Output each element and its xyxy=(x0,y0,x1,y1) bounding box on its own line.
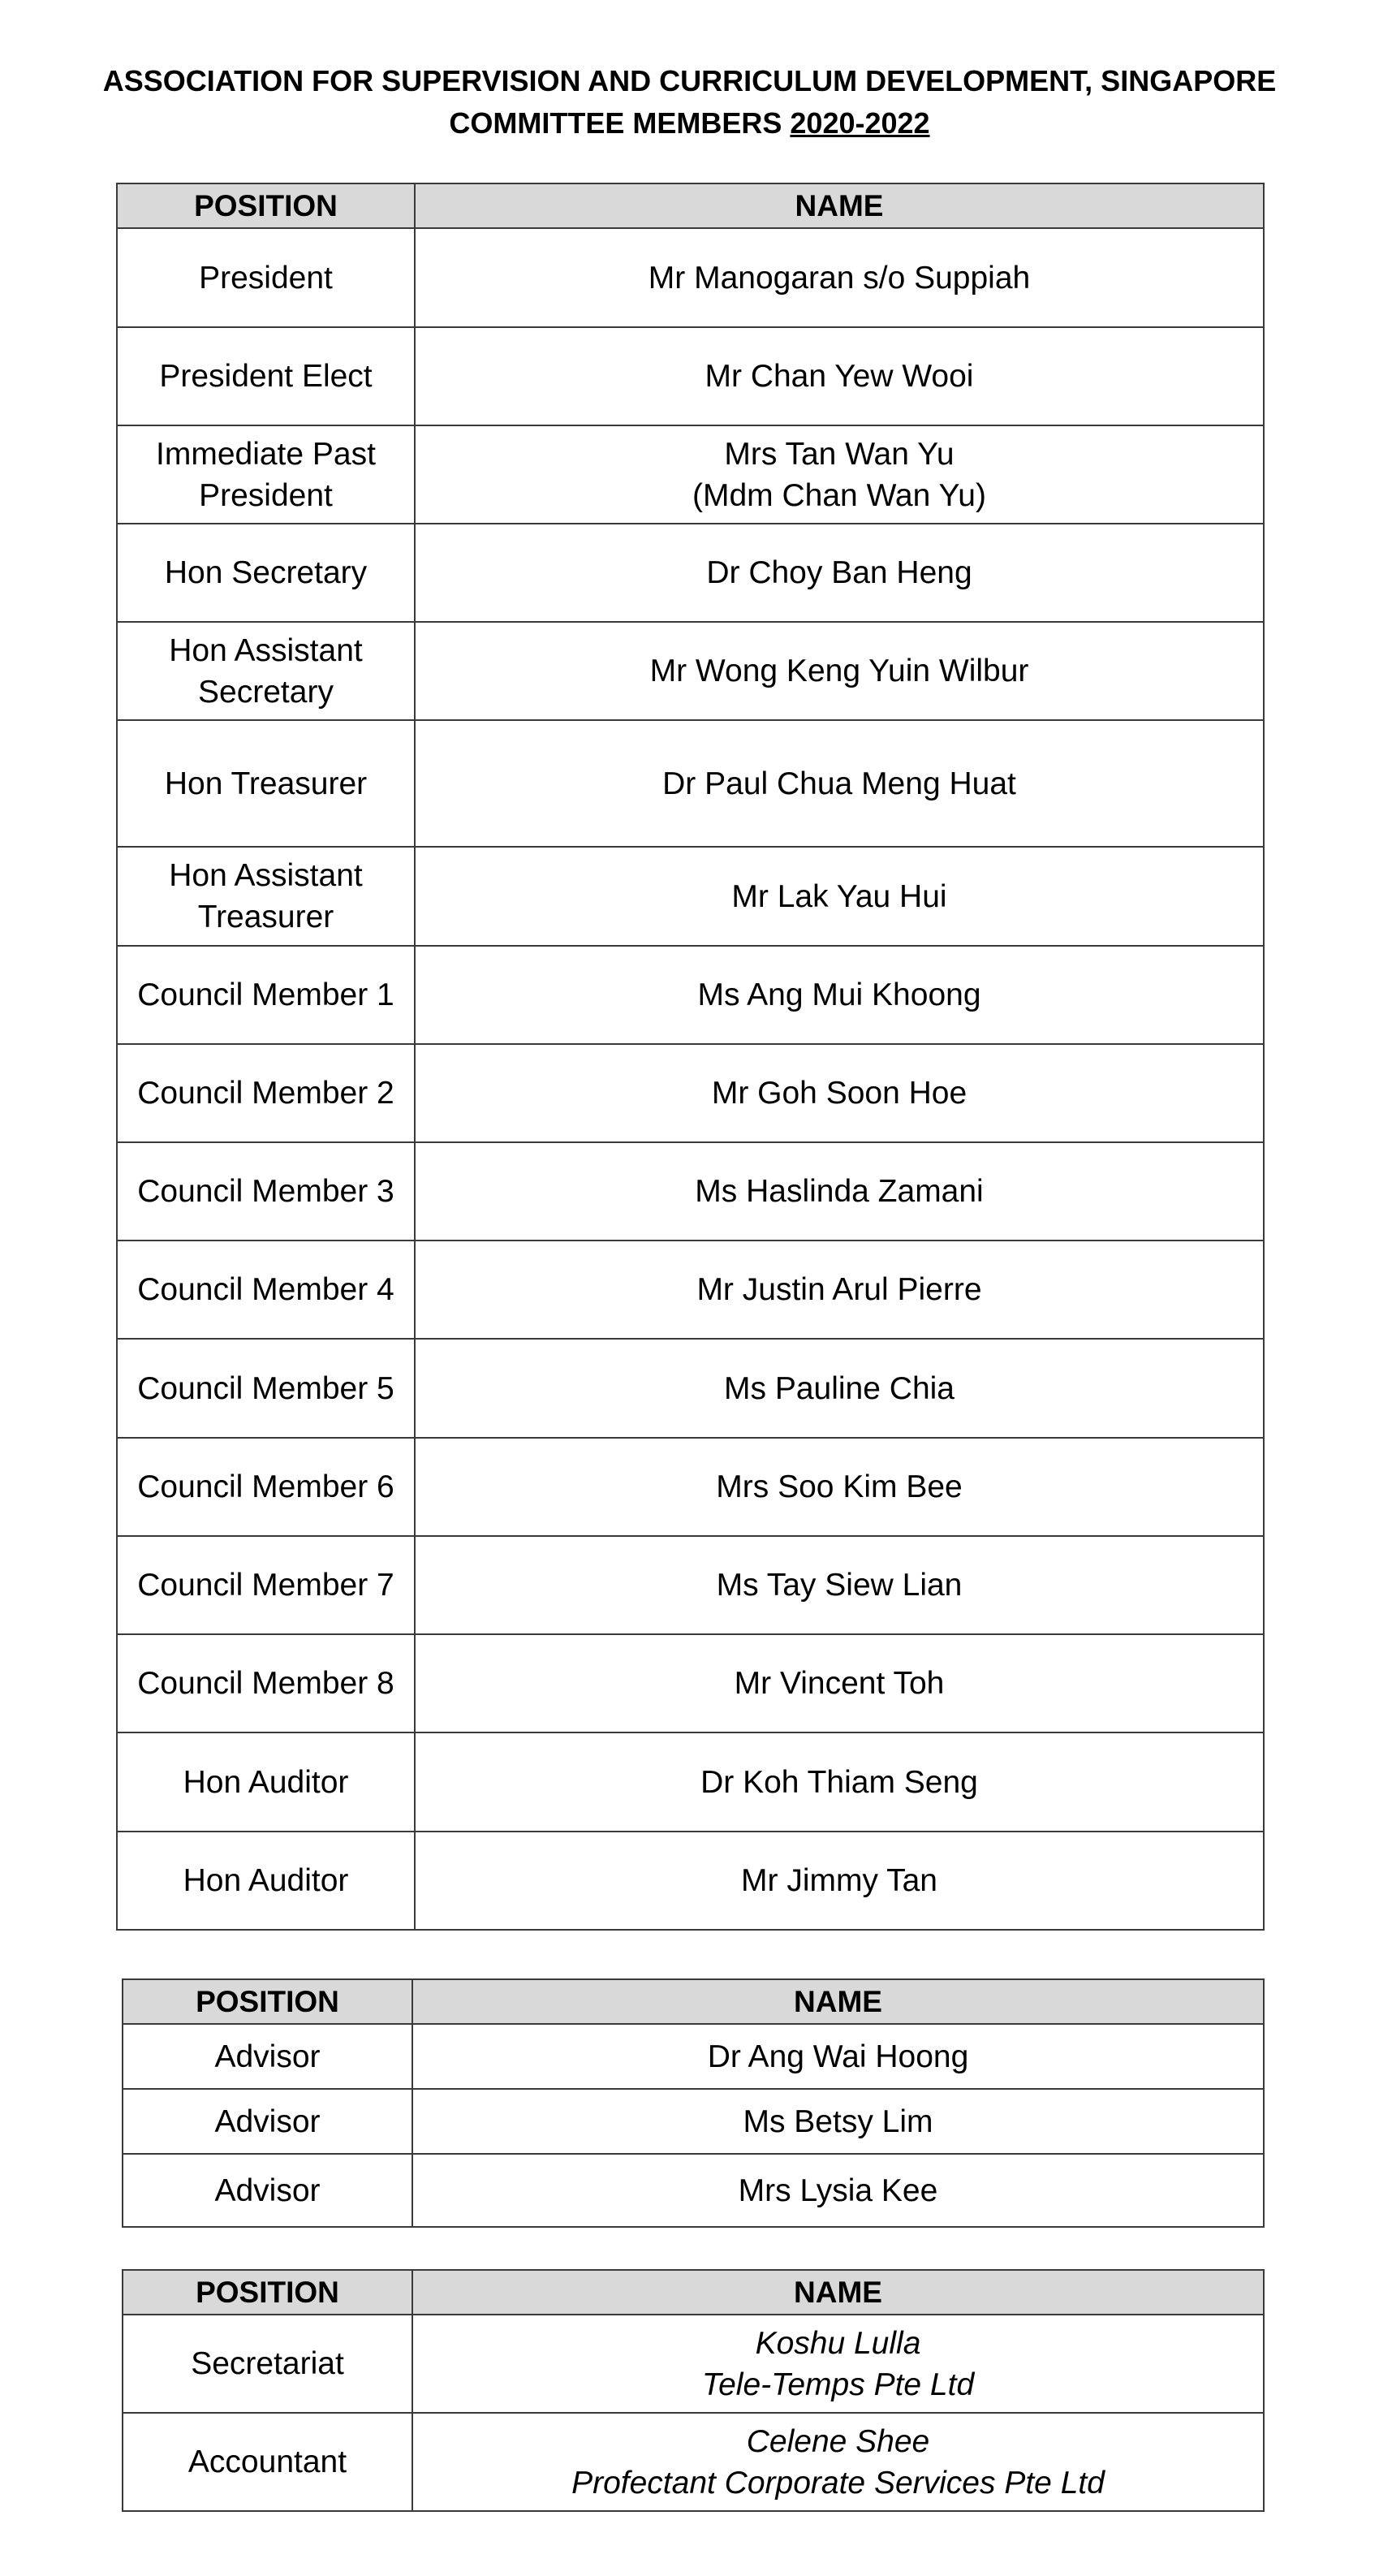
name-line: Profectant Corporate Services Pte Ltd xyxy=(571,2465,1105,2500)
name-cell: Mr Chan Yew Wooi xyxy=(415,327,1264,425)
position-cell: Council Member 3 xyxy=(117,1142,415,1241)
support-rows xyxy=(123,2315,1264,2511)
name-cell: Ms Pauline Chia xyxy=(415,1339,1264,1438)
position-cell: Hon Secretary xyxy=(117,524,415,622)
name-cell: Mr Manogaran s/o Suppiah xyxy=(415,228,1264,327)
table-row xyxy=(123,2413,1264,2511)
position-cell: Council Member 6 xyxy=(117,1438,415,1536)
name-header: NAME xyxy=(415,183,1264,228)
document-subtitle xyxy=(0,102,1379,145)
name-header: NAME xyxy=(412,1979,1264,2024)
document-title: ASSOCIATION FOR SUPERVISION AND CURRICULUM DEVELOPMENT, SINGAPORE xyxy=(102,64,1277,97)
name-cell: Ms Ang Mui Khoong xyxy=(415,946,1264,1044)
name-line: (Mdm Chan Wan Yu) xyxy=(692,477,986,513)
name-cell: Ms Betsy Lim xyxy=(412,2089,1264,2154)
table-row xyxy=(117,1732,1264,1832)
position-header: POSITION xyxy=(117,183,415,228)
name-cell: Mrs Lysia Kee xyxy=(412,2154,1264,2227)
subtitle-prefix: COMMITTEE MEMBERS xyxy=(449,106,791,140)
advisor-rows xyxy=(123,2024,1264,2227)
name-cell: Dr Ang Wai Hoong xyxy=(412,2024,1264,2089)
position-cell: Council Member 2 xyxy=(117,1044,415,1142)
position-cell: Hon Auditor xyxy=(117,1832,415,1930)
position-line: Treasurer xyxy=(197,900,334,934)
table-row xyxy=(117,946,1264,1044)
position-cell xyxy=(117,425,415,524)
position-cell: Advisor xyxy=(123,2024,412,2089)
table-row xyxy=(117,1142,1264,1241)
name-cell: Mrs Soo Kim Bee xyxy=(415,1438,1264,1536)
position-cell: President xyxy=(117,228,415,327)
name-line: Koshu Lulla xyxy=(755,2325,921,2361)
name-cell: Mr Justin Arul Pierre xyxy=(415,1241,1264,1339)
name-cell: Ms Tay Siew Lian xyxy=(415,1536,1264,1634)
position-cell: Council Member 5 xyxy=(117,1339,415,1438)
position-line: Secretary xyxy=(198,674,334,710)
table-row xyxy=(117,1832,1264,1930)
position-cell: President Elect xyxy=(117,327,415,425)
table-row xyxy=(123,2089,1264,2154)
position-cell: Accountant xyxy=(123,2413,412,2511)
table-row xyxy=(117,622,1264,720)
table-row xyxy=(117,1536,1264,1634)
table-row xyxy=(123,2154,1264,2227)
table-row xyxy=(117,327,1264,425)
name-cell: Dr Paul Chua Meng Huat xyxy=(415,720,1264,847)
position-cell xyxy=(117,847,415,946)
name-cell xyxy=(412,2315,1264,2413)
position-cell: Hon Treasurer xyxy=(117,720,415,847)
position-cell: Advisor xyxy=(123,2089,412,2154)
name-cell xyxy=(415,425,1264,524)
position-header: POSITION xyxy=(123,2270,412,2315)
name-cell: Ms Haslinda Zamani xyxy=(415,1142,1264,1241)
table-row xyxy=(117,847,1264,946)
name-cell: Mr Goh Soon Hoe xyxy=(415,1044,1264,1142)
table-row xyxy=(117,228,1264,327)
committee-table xyxy=(116,183,1265,1931)
position-cell: Hon Auditor xyxy=(117,1732,415,1832)
position-cell: Council Member 8 xyxy=(117,1634,415,1732)
support-table xyxy=(122,2269,1265,2512)
table-row xyxy=(117,1339,1264,1438)
subtitle-years: 2020-2022 xyxy=(790,106,930,140)
name-cell: Mr Jimmy Tan xyxy=(415,1832,1264,1930)
name-line: Celene Shee xyxy=(746,2423,930,2459)
position-cell: Council Member 4 xyxy=(117,1241,415,1339)
name-cell: Mr Lak Yau Hui xyxy=(415,847,1264,946)
name-cell: Mr Wong Keng Yuin Wilbur xyxy=(415,622,1264,720)
position-line: Hon Assistant xyxy=(169,858,363,893)
table-row xyxy=(117,720,1264,847)
table-row xyxy=(117,425,1264,524)
name-cell: Mr Vincent Toh xyxy=(415,1634,1264,1732)
position-cell xyxy=(117,622,415,720)
name-cell: Dr Koh Thiam Seng xyxy=(415,1732,1264,1832)
position-line: President xyxy=(199,477,333,513)
table-row xyxy=(117,1044,1264,1142)
name-header: NAME xyxy=(412,2270,1264,2315)
position-line: Immediate Past xyxy=(156,436,376,472)
table-row xyxy=(123,2315,1264,2413)
position-header: POSITION xyxy=(123,1979,412,2024)
position-cell: Council Member 1 xyxy=(117,946,415,1044)
position-cell: Advisor xyxy=(123,2154,412,2227)
name-cell xyxy=(412,2413,1264,2511)
position-cell: Secretariat xyxy=(123,2315,412,2413)
table-row xyxy=(123,2024,1264,2089)
name-line: Tele-Temps Pte Ltd xyxy=(701,2367,975,2402)
table-row xyxy=(117,524,1264,622)
advisors-table xyxy=(122,1978,1265,2228)
position-line: Hon Assistant xyxy=(169,632,363,668)
table-row xyxy=(117,1634,1264,1732)
name-line: Mrs Tan Wan Yu xyxy=(724,436,955,472)
position-cell: Council Member 7 xyxy=(117,1536,415,1634)
table-row xyxy=(117,1438,1264,1536)
table-row xyxy=(117,1241,1264,1339)
name-cell: Dr Choy Ban Heng xyxy=(415,524,1264,622)
committee-rows xyxy=(117,228,1264,1930)
